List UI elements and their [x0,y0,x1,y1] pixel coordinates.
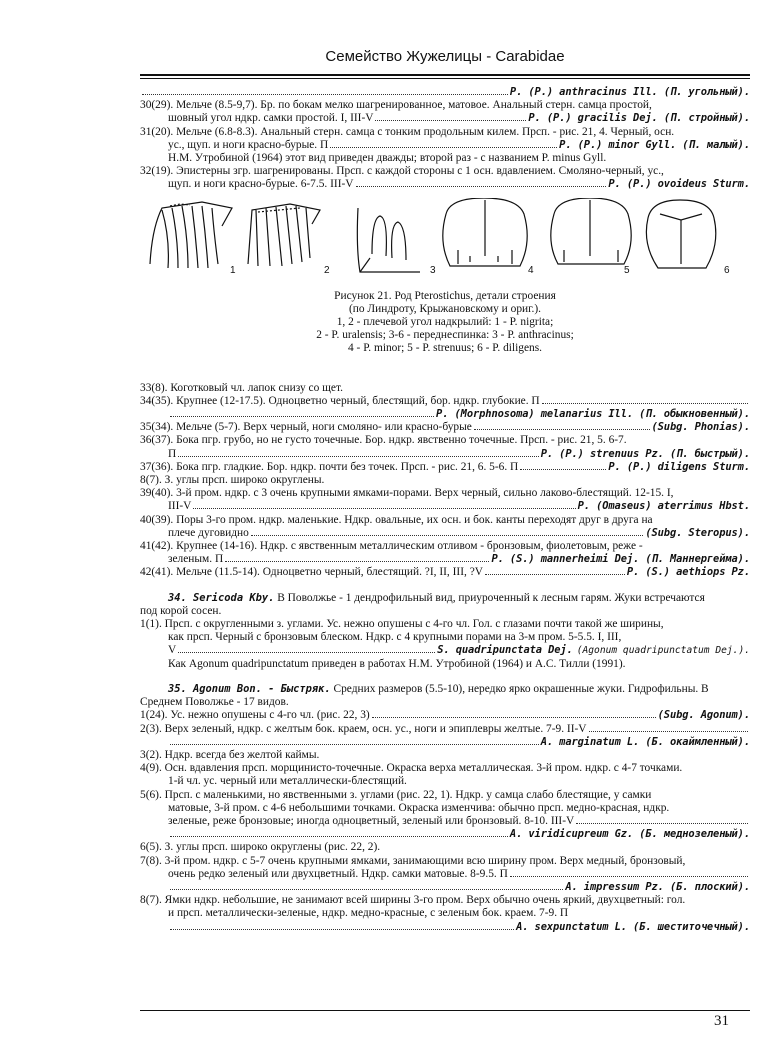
key-text: очень редко зеленый или двухцветный. Ндкр. самки матовые. 8-9.5. П [168,867,508,880]
key-line [140,894,750,907]
key-line [140,86,750,99]
document-body [140,86,750,934]
key-line [140,448,750,461]
key-line [140,709,750,722]
key-line [140,828,750,841]
key-line [140,139,750,152]
species-name: P. (Morphnosoma) melanarius Ill. (П. обыкновенный). [436,408,750,421]
key-line [140,126,750,139]
synonym: (Agonum quadripunctatum Dej.). [576,645,750,657]
key-text: 2(3). Верх зеленый, ндкр. с желтым бок. краем, осн. ус., ноги и эпиплевры желтые. 7-9. II-V [140,722,587,735]
key-text: щуп. и ноги красно-бурые. 6-7.5. III-V [168,178,354,191]
subgenus-name: (Subg. Phonias). [651,421,750,434]
figure-number-3: 3 [430,264,436,276]
species-name: A. marginatum L. (Б. окаймленный). [540,735,750,748]
key-line [140,382,750,395]
caption-legend: 4 - P. minor; 5 - P. strenuus; 6 - P. diligens. [348,341,542,354]
key-text: 1(1). Прсп. с округленными з. углами. Ус. нежно опушены с 4-го чл. Гол. с глазами почти такой же ширины, [140,618,664,631]
fig-pronotum-4 [443,198,527,266]
subgenus-name: (Subg. Agonum). [657,709,750,722]
key-text: 4(9). Осн. вдавления прсп. морщинисто-точечные. Окраска верха металлическая. 3-й пром. ндкр. с 4-7 точками. [140,762,683,775]
key-text: 40(39). Поры 3-го пром. ндкр. маленькие. Ндкр. овальные, их осн. и бок. канты переходят друг в друга на [140,513,653,526]
leader-dots [510,876,748,877]
leader-dots [576,823,748,824]
key-text: 8(7). Ямки ндкр. небольшие, не занимают всей ширины 3-го пром. Верх обычно очень яркий, двухцветный: гол. [140,894,686,907]
species-name: P. (Omaseus) aterrimus Hbst. [577,500,750,513]
key-line [140,802,750,815]
key-text: V [168,644,177,657]
key-text: 5(6). Прсп. с маленькими, но явственными з. углами (рис. 22, 1). Ндкр. у самца слабо блестящие, у самки [140,788,652,801]
key-text: зеленым. П [168,553,224,566]
species-name: P. (P.) strenuus Pz. (П. быстрый). [540,447,750,460]
genus-description: Среднем Поволжье - 17 видов. [140,696,289,709]
key-line [140,527,750,540]
key-text: 8(7). З. углы прсп. широко округлены. [140,474,325,487]
key-line [140,658,750,671]
key-line [140,605,750,618]
key-text: 34(35). Крупнее (12-17.5). Одноцветно черный, блестящий, бор. ндкр. глубокие. П [140,394,540,407]
key-text: 30(29). Мельче (8.5-9,7). Бр. по бокам мелко шагренированное, матовое. Анальный стерн. самца простой, [140,99,652,112]
genus-name: 34. Sericoda Kby. [168,591,275,604]
key-line [140,487,750,500]
key-text: 32(19). Эпистерны згр. шагренированы. Прсп. с каждой стороны с 1 осн. вдавлением. Смоляно-черный, ус., [140,165,664,178]
leader-dots [178,652,435,653]
leader-dots [225,561,489,562]
figure-number-1: 1 [230,264,236,276]
leader-dots [356,186,607,187]
key-line [140,696,750,709]
key-text: 36(37). Бока пгр. грубо, но не густо точечные. Бор. ндкр. явственно точечные. Прсп. - рис. 21, 5. 6-7. [140,434,627,447]
leader-dots [330,147,557,148]
footer-rule [140,1010,750,1011]
page-number: 31 [714,1013,729,1029]
caption-title: Рисунок 21. Род Pterostichus, детали строения [334,289,556,302]
key-line [140,152,750,165]
fig-pronotum-5 [551,198,631,264]
leader-dots [170,744,539,745]
key-line [140,868,750,881]
species-name: P. (P.) ovoideus Sturm. [608,178,750,191]
key-text: шовный угол ндкр. самки простой. I, III-V [168,112,374,125]
key-text: ус., щуп. и ноги красно-бурые. П [168,138,329,151]
figure-number-4: 4 [528,264,534,276]
key-line [140,178,750,191]
fig-pronotum-6 [646,200,715,268]
key-text: как прсп. Черный с бронзовым блеском. Ндкр. с 4 крупными порами на 3-м пром. 5-5.5. I, III, [168,631,622,644]
key-line [140,434,750,447]
genus-name: 35. Agonum Bon. - Быстряк. [168,682,331,695]
key-line [140,907,750,920]
key-line [140,855,750,868]
fig-pronotum-3 [357,208,420,272]
key-line [140,112,750,125]
key-text: 42(41). Мельче (11.5-14). Одноцветно черный, блестящий. ?I, II, III, ?V [140,566,483,579]
subgenus-name: (Subg. Steropus). [645,526,750,539]
leader-dots [485,574,625,575]
species-name: S. quadripunctata Dej. [437,644,573,657]
key-text: П [168,447,177,460]
key-line [140,500,750,513]
key-line [140,474,750,487]
header-rule [140,74,750,79]
key-note: Как Agonum quadripunctatum приведен в работах Н.М. Утробиной (1964) и А.С. Тилли (1991). [168,657,626,670]
caption-legend: 2 - P. uralensis; 3-6 - переднеспинка: 3 - P. anthracinus; [316,328,574,341]
key-line [140,841,750,854]
species-name: A. viridicupreum Gz. (Б. меднозеленый). [509,828,750,841]
key-line [140,789,750,802]
leader-dots [170,836,508,837]
key-line [140,540,750,553]
species-name: P. (P.) diligens Sturm. [608,460,750,473]
key-line [140,421,750,434]
key-text: 39(40). 3-й пром. ндкр. с 3 очень крупными ямками-порами. Верх черный, сильно лаково-блестящий. 12-15. I, [140,487,674,500]
key-text: 3(2). Ндкр. всегда без желтой каймы. [140,748,320,761]
species-name: P. (P.) gracilis Dej. (П. стройный). [528,112,750,125]
fig-shoulder-1 [150,202,232,268]
key-line [140,566,750,579]
key-line [140,631,750,644]
leader-dots [170,889,563,890]
key-line [140,881,750,894]
key-line [140,461,750,474]
key-line [140,736,750,749]
key-text: 6(5). З. углы прсп. широко округлены (рис. 22, 2). [140,841,381,854]
page-title: Семейство Жужелицы - Carabidae [325,48,565,65]
genus-heading [140,683,750,696]
key-text: плече дуговидно [168,526,249,539]
leader-dots [474,429,650,430]
figure-number-5: 5 [624,264,630,276]
key-text: 31(20). Мельче (6.8-8.3). Анальный стерн. самца с тонким продольным килем. Прсп. - рис. 21, 4. Черный, осн. [140,125,675,138]
key-text: 41(42). Крупнее (14-16). Ндкр. с явственным металлическим отливом - бронзовым, фиолетовым, реже - [140,540,643,553]
key-text: зеленые, реже бронзовые; иногда одноцветный, зеленый или бронзовый. 8-10. III-V [168,814,575,827]
key-line [140,723,750,736]
key-text: 33(8). Коготковый чл. лапок снизу со щет. [140,381,343,394]
key-text: матовые, 3-й пром. с 4-6 небольшими точками. Окраска изменчива: обычно прсп. медно-красная, ндкр. [168,801,670,814]
key-line [140,644,750,657]
leader-dots [170,416,434,417]
leader-dots [372,717,656,718]
species-name: A. sexpunctatum L. (Б. шеститочечный). [516,920,750,933]
key-line [140,762,750,775]
key-note: Н.М. Утробиной (1964) этот вид приведен дважды; второй раз - с названием P. minus Gyll. [168,152,607,165]
figure-number-2: 2 [324,264,330,276]
key-line [140,408,750,421]
key-line [140,749,750,762]
leader-dots [142,94,508,95]
key-text: 1(24). Ус. нежно опушены с 4-го чл. (рис. 22, 3) [140,709,370,722]
fig-shoulder-2 [248,204,320,266]
leader-dots [520,469,606,470]
genus-heading [140,592,750,605]
key-line [140,553,750,566]
leader-dots [542,403,748,404]
figure-21 [140,198,750,368]
species-name: A. impressum Pz. (Б. плоский). [565,880,750,893]
key-line [140,921,750,934]
key-line [140,165,750,178]
key-text: III-V [168,500,192,513]
genus-description: В Поволжье - 1 дендрофильный вид, приуроченный к лесным гарям. Жуки встречаются [274,591,705,604]
key-text: 37(36). Бока пгр. гладкие. Бор. ндкр. почти без точек. Прсп. - рис. 21, 6. 5-6. П [140,460,519,473]
leader-dots [170,929,514,930]
key-text: 1-й чл. ус. черный или металлически-блестящий. [168,775,407,788]
caption-source: (по Линдроту, Крыжановскому и ориг.). [349,302,541,315]
leader-dots [251,535,644,536]
leader-dots [375,120,526,121]
species-name: P. (S.) mannerheimi Dej. (П. Маннергейма). [491,553,750,566]
key-text: и прсп. металлически-зеленые, ндкр. медно-красные, с зеленым бок. краем. 7-9. П [168,907,569,920]
figure-caption [140,290,750,355]
leader-dots [178,456,538,457]
key-line [140,395,750,408]
key-line [140,99,750,112]
key-line [140,815,750,828]
species-name: P. (P.) anthracinus Ill. (П. угольный). [509,86,750,98]
genus-description: Средних размеров (5.5-10), нередко ярко окрашенные жуки. Гидрофильны. В [330,682,709,695]
key-line [140,775,750,788]
genus-description: под корой сосен. [140,604,222,617]
leader-dots [193,508,575,509]
figure-number-6: 6 [724,264,730,276]
key-text: 7(8). 3-й пром. ндкр. с 5-7 очень крупными ямками, занимающими всю ширину пром. Верх медный, бронзовый, [140,854,686,867]
leader-dots [589,731,748,732]
key-text: 35(34). Мельче (5-7). Верх черный, ноги смоляно- или красно-бурые [140,421,472,434]
caption-legend: 1, 2 - плечевой угол надкрылий: 1 - P. nigrita; [336,315,554,328]
species-name: P. (P.) minor Gyll. (П. малый). [559,138,750,151]
species-name: P. (S.) aethiops Pz. [626,566,750,579]
key-line [140,514,750,527]
key-line [140,618,750,631]
